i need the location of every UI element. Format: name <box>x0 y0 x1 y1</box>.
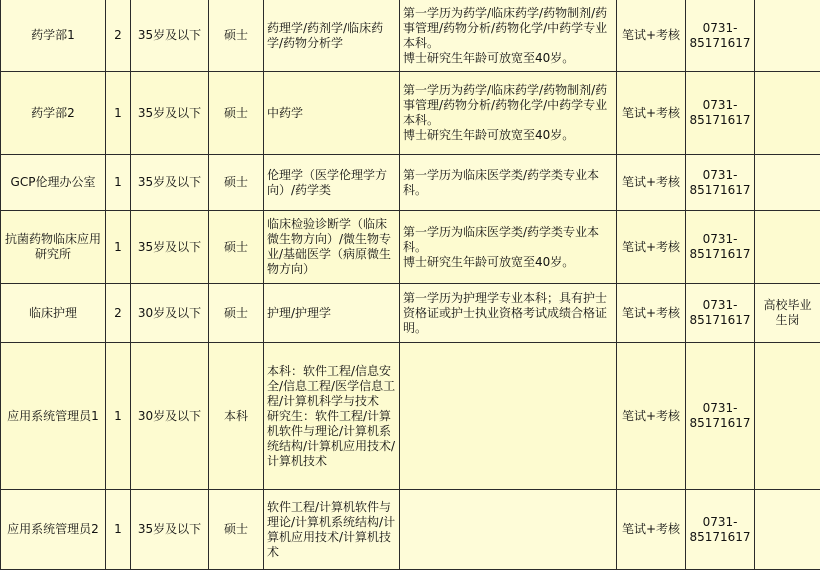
table-row <box>1 72 820 155</box>
count-cell: 2 <box>106 284 131 343</box>
phone-cell: 0731-85171617 <box>686 490 755 570</box>
phone-cell: 0731-85171617 <box>686 0 755 72</box>
dept-cell: GCP伦理办公室 <box>1 155 106 211</box>
phone-cell: 0731-85171617 <box>686 72 755 155</box>
table-row <box>1 284 820 343</box>
major-cell: 药理学/药剂学/临床药学/药物分析学 <box>264 0 400 72</box>
degree-cell: 硕士 <box>209 490 264 570</box>
age-cell: 35岁及以下 <box>131 490 209 570</box>
method-cell: 笔试+考核 <box>617 0 686 72</box>
age-cell: 35岁及以下 <box>131 0 209 72</box>
count-cell: 1 <box>106 211 131 284</box>
phone-cell: 0731-85171617 <box>686 155 755 211</box>
table-row <box>1 0 820 72</box>
table-row <box>1 343 820 490</box>
major-cell: 临床检验诊断学（临床微生物方向）/微生物专业/基础医学（病原微生物方向） <box>264 211 400 284</box>
method-cell: 笔试+考核 <box>617 284 686 343</box>
note-cell <box>755 490 820 570</box>
phone-cell: 0731-85171617 <box>686 211 755 284</box>
major-cell: 护理/护理学 <box>264 284 400 343</box>
method-cell: 笔试+考核 <box>617 343 686 490</box>
requirement-cell: 第一学历为药学/临床药学/药物制剂/药事管理/药物分析/药物化学/中药学专业本科。 博士研究生年龄可放宽至40岁。 <box>400 72 617 155</box>
requirement-cell: 第一学历为临床医学类/药学类专业本科。 <box>400 155 617 211</box>
degree-cell: 本科 <box>209 343 264 490</box>
degree-cell: 硕士 <box>209 0 264 72</box>
degree-cell: 硕士 <box>209 72 264 155</box>
degree-cell: 硕士 <box>209 155 264 211</box>
method-cell: 笔试+考核 <box>617 155 686 211</box>
phone-cell: 0731-85171617 <box>686 284 755 343</box>
degree-cell: 硕士 <box>209 211 264 284</box>
degree-cell: 硕士 <box>209 284 264 343</box>
method-cell: 笔试+考核 <box>617 72 686 155</box>
dept-cell: 药学部2 <box>1 72 106 155</box>
requirement-cell <box>400 490 617 570</box>
requirement-cell: 第一学历为药学/临床药学/药物制剂/药事管理/药物分析/药物化学/中药学专业本科。 博士研究生年龄可放宽至40岁。 <box>400 0 617 72</box>
phone-cell: 0731-85171617 <box>686 343 755 490</box>
major-cell: 本科：软件工程/信息安全/信息工程/医学信息工程/计算机科学与技术 研究生：软件工程/计算机软件与理论/计算机系统结构/计算机应用技术/计算机技术 <box>264 343 400 490</box>
note-cell <box>755 211 820 284</box>
age-cell: 30岁及以下 <box>131 343 209 490</box>
table-row <box>1 155 820 211</box>
major-cell: 中药学 <box>264 72 400 155</box>
requirement-cell <box>400 343 617 490</box>
table-row <box>1 211 820 284</box>
note-cell: 高校毕业生岗 <box>755 284 820 343</box>
dept-cell: 临床护理 <box>1 284 106 343</box>
count-cell: 2 <box>106 0 131 72</box>
dept-cell: 应用系统管理员2 <box>1 490 106 570</box>
note-cell <box>755 0 820 72</box>
requirement-cell: 第一学历为临床医学类/药学类专业本科。 博士研究生年龄可放宽至40岁。 <box>400 211 617 284</box>
note-cell <box>755 72 820 155</box>
age-cell: 35岁及以下 <box>131 211 209 284</box>
major-cell: 伦理学（医学伦理学方向）/药学类 <box>264 155 400 211</box>
count-cell: 1 <box>106 155 131 211</box>
age-cell: 30岁及以下 <box>131 284 209 343</box>
dept-cell: 药学部1 <box>1 0 106 72</box>
count-cell: 1 <box>106 490 131 570</box>
major-cell: 软件工程/计算机软件与理论/计算机系统结构/计算机应用技术/计算机技术 <box>264 490 400 570</box>
count-cell: 1 <box>106 72 131 155</box>
age-cell: 35岁及以下 <box>131 72 209 155</box>
requirement-cell: 第一学历为护理学专业本科；具有护士资格证或护士执业资格考试成绩合格证明。 <box>400 284 617 343</box>
dept-cell: 应用系统管理员1 <box>1 343 106 490</box>
note-cell <box>755 155 820 211</box>
age-cell: 35岁及以下 <box>131 155 209 211</box>
dept-cell: 抗菌药物临床应用研究所 <box>1 211 106 284</box>
count-cell: 1 <box>106 343 131 490</box>
note-cell <box>755 343 820 490</box>
method-cell: 笔试+考核 <box>617 490 686 570</box>
method-cell: 笔试+考核 <box>617 211 686 284</box>
table-row <box>1 490 820 570</box>
